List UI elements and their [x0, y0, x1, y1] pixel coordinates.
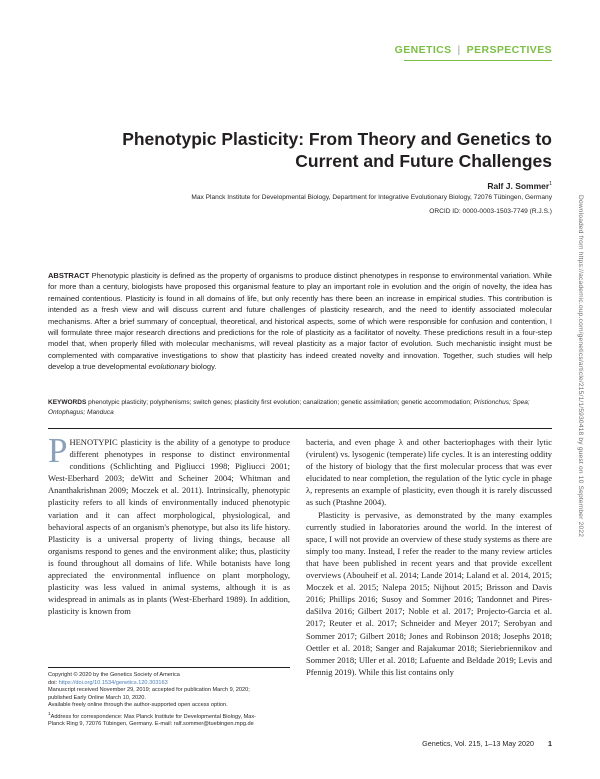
- doi-line: [48, 680, 298, 688]
- keywords-label: KEYWORDS: [48, 399, 87, 406]
- footnote-mark: 1: [48, 710, 51, 716]
- affiliation: Max Planck Institute for Developmental Biology, Department for Integrative Evolutionary Biology, 72076 Tübingen, Germany: [191, 194, 552, 201]
- drop-cap: P: [48, 431, 68, 470]
- abstract-text-end: biology.: [191, 362, 217, 372]
- open-access-line: Available freely online through the author-supported open access option.: [48, 702, 228, 709]
- section-name: PERSPECTIVES: [466, 44, 552, 56]
- journal-name: GENETICS: [394, 44, 452, 56]
- section-divider: [48, 428, 552, 429]
- article-title: Phenotypic Plasticity: From Theory and Genetics to Current and Future Challenges: [122, 129, 552, 171]
- orcid-line: ORCID ID: 0000-0003-1503-7749 (R.J.S.): [429, 208, 552, 215]
- footnotes: [48, 672, 298, 729]
- paragraph-text: plasticity is the ability of a genotype to produce different phenotypes in response to distinct environmental conditions (Schlichting and Pigliucci 1998; Pigliucci 2001; West-Eberhard 2003; deWitt and Scheiner 2004; Whitman and Ananthakrishnan 2009; Moczek et al. 2011). Intrinsically, phenotypic plasticity refers to all kinds of environmentally induced phenotypic variation and it can affect morphological, physiological, and behavioral aspects of an organism's phenotype, but also its life history. Plasticity is a universal property of living things, because all organisms respond to genes and the environment alike; thus, plasticity is found throughout all domains of life. While botanists have long appreciated the environmental influence on plant morphology, plasticity was less valued in animal systems, although it is as widespread in animals as in plants (West-Eberhard 1989). In addition, plasticity is known from: [48, 437, 290, 617]
- abstract-label: ABSTRACT: [48, 271, 90, 280]
- abstract: [48, 270, 552, 373]
- keywords: [48, 398, 552, 418]
- lead-word: HENOTYPIC: [69, 437, 118, 447]
- header-rule: [404, 60, 552, 61]
- journal-citation: Genetics, Vol. 215, 1–13 May 2020: [422, 739, 534, 748]
- abstract-text: Phenotypic plasticity is defined as the property of organisms to produce distinct phenotypes in response to environmental variation. While for more than a century, biologists have proposed this organismal feature to play an important role in evolution and the origin of novelty, the idea has remained contentious. Plasticity is found in all domains of life, but only recently has there been an increase in empirical studies. This contribution is intended as a fresh view and will discuss current and future challenges of plasticity research, and the need to identify associated molecular mechanisms. After a brief summary of conceptual, theoretical, and historical aspects, some of which were responsible for confusion and contention, I will formulate three major research directions and predictions for the role of plasticity as a facilitator of novelty. These predictions result in a four-step model that, when properly filled with molecular mechanisms, will reveal plasticity as a major factor of evolution. Such mechanistic insight must be complemented with comparative investigations to show that plasticity has indeed created novelty and innovation. Together, such studies will help develop a true developmental: [48, 271, 552, 372]
- author-name: Ralf J. Sommer: [487, 181, 550, 191]
- page-number: 1: [548, 739, 552, 748]
- correspondence-line: [48, 710, 298, 721]
- keywords-species: Pristionchus; Spea; Ontophagus; Manduca: [48, 399, 530, 416]
- author-line: [487, 181, 552, 191]
- keywords-list: phenotypic plasticity; polyphenisms; switch genes; plasticity first evolution; canalization; genetic assimilation; genetic accommodation;: [88, 399, 472, 406]
- published-line: published Early Online March 10, 2020.: [48, 694, 146, 701]
- doi-link[interactable]: https://doi.org/10.1534/genetics.120.303163: [58, 679, 168, 686]
- copyright-line: Copyright © 2020 by the Genetics Society of America: [48, 672, 180, 678]
- abstract-italic-word: evolutionary: [148, 362, 189, 372]
- journal-header: [395, 44, 552, 56]
- paragraph-text: bacteria, and even phage λ and other bacteriophages with their lytic (virulent) vs. lysogenic (temperate) life cycles. It is an interesting oddity of the history of biology that the first molecular process that was ever elucidated to near completion, the regulation of the lytic cycle in phage λ, represents an example of plasticity, even though it is rarely discussed as such (Ptashne 2004).: [306, 437, 552, 508]
- page-footer: [422, 739, 552, 748]
- received-line: Manuscript received November 29, 2019; accepted for publication March 9, 2020;: [48, 687, 250, 694]
- correspondence-line-2: Planck Ring 9, 72076 Tübingen, Germany. E-mail: ralf.sommer@tuebingen.mpg.de: [48, 721, 254, 728]
- body-column-left: [48, 431, 290, 617]
- correspondence-text: Address for correspondence: Max Planck Institute for Developmental Biology, Max-: [50, 713, 256, 720]
- paragraph-text: Plasticity is pervasive, as demonstrated by the many examples currently studied in laboratories around the world. In the interest of space, I will not provide an overview of these study systems as there are simply too many. Instead, I refer the reader to the many review articles that have been published in recent years and that provide excellent overviews (Abouheif et al. 2014; Lande 2014; Laland et al. 2014, 2015; Moczek et al. 2015; Nalepa 2015; Nijhout 2015; Brisson and Davis 2016; Phillips 2016; Susoy and Sommer 2016; Tandonnet and Pires-daSilva 2016; Gilbert 2017; Noble et al. 2017; Projecto-Garcia et al. 2017; Reuter et al. 2017; Schneider and Meyer 2017; Serobyan and Sommer 2017; Gilbert 2018; Jones and Robinson 2018; Josephs 2018; Oettler et al. 2018; Sanger and Rajakumar 2018; Sieriebriennikov and Sommer 2018; Uller et al. 2018; Lafuente and Beldade 2019; Levis and Pfennig 2019). While this list contains only: [306, 509, 552, 677]
- author-footnote-mark: 1: [549, 181, 552, 188]
- header-separator: |: [457, 44, 461, 56]
- body-column-right: [306, 436, 552, 678]
- doi-label: doi:: [48, 679, 58, 686]
- footnote-rule: [48, 667, 290, 668]
- download-watermark: Downloaded from https://academic.oup.com/genetics/article/215/1/1/5930418 by guest on 10 September 2022: [577, 195, 584, 538]
